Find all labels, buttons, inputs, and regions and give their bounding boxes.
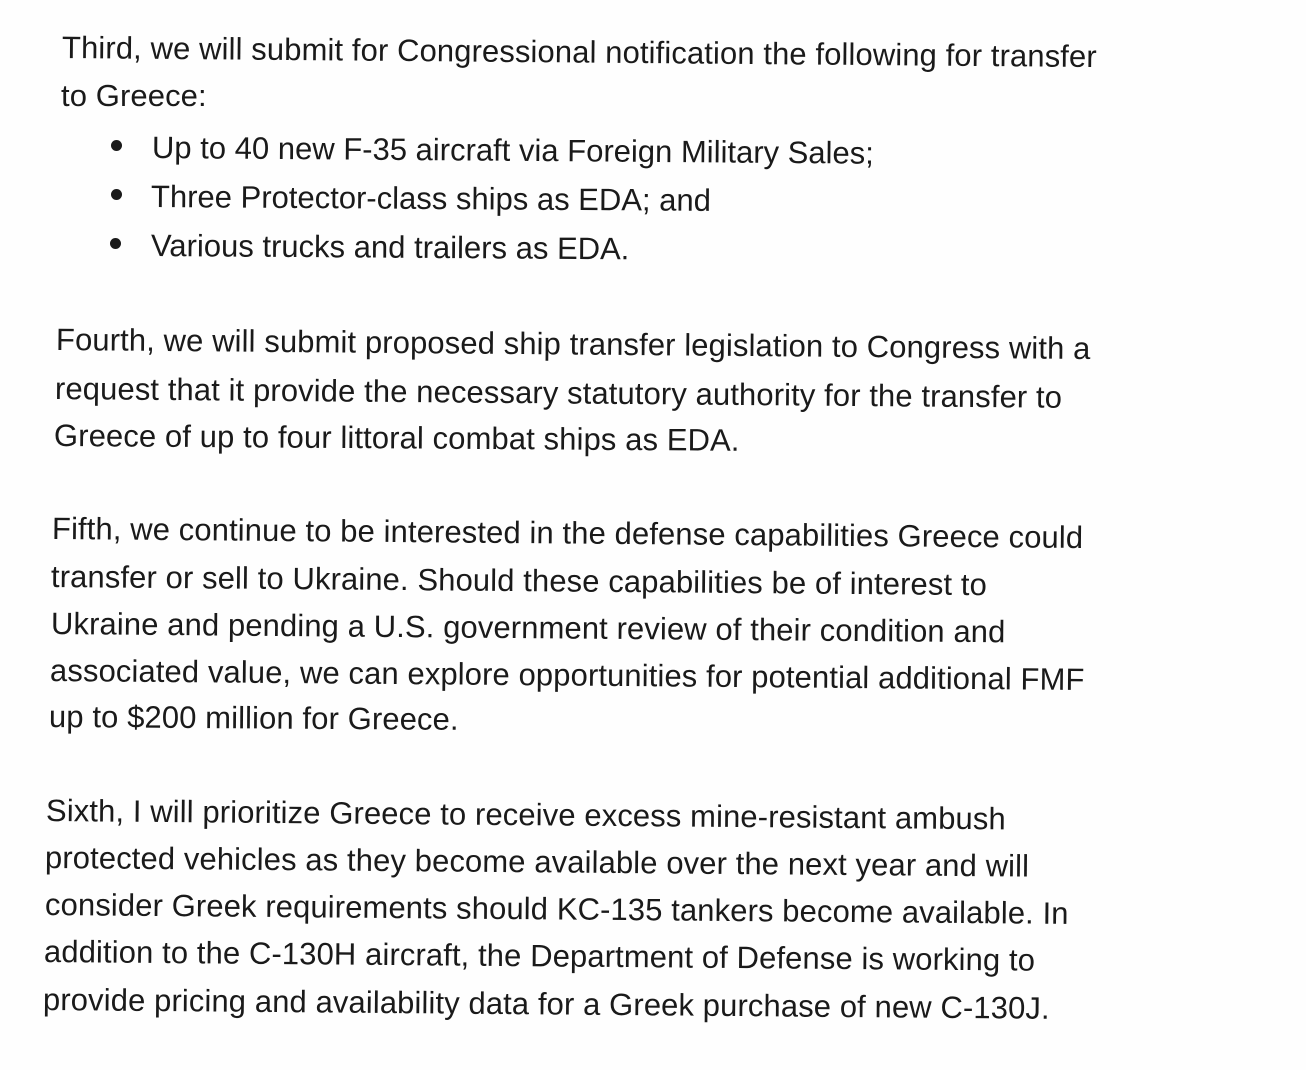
paragraph-line: request that it provide the necessary statutory authority for the transfer to [54,371,1063,415]
list-item: Various trucks and trailers as EDA. [150,228,630,267]
paragraph-line: Fourth, we will submit proposed ship transfer legislation to Congress with a [55,322,1091,367]
paragraph-line: Ukraine and pending a U.S. government review of their condition and [50,606,1006,650]
bullet-icon [111,189,122,200]
paragraph-line: provide pricing and availability data for a Greek purchase of new C-130J. [42,982,1050,1026]
list-item: Three Protector-class ships as EDA; and [150,179,712,218]
list-item: Up to 40 new F-35 aircraft via Foreign Military Sales; [151,130,875,171]
paragraph-line: addition to the C-130H aircraft, the Department of Defense is working to [43,934,1036,978]
paragraph-line: associated value, we can explore opportunities for potential additional FMF [49,653,1085,698]
paragraph-line: consider Greek requirements should KC-135 tankers become available. In [44,887,1069,931]
paragraph-line: Greece of up to four littoral combat ships as EDA. [53,418,740,458]
paragraph-line: Fifth, we continue to be interested in the defense capabilities Greece could [51,511,1084,555]
paragraph-line: Third, we will submit for Congressional notification the following for transfer [61,30,1097,75]
paragraph-line: transfer or sell to Ukraine. Should these capabilities be of interest to [50,559,988,603]
paragraph-line: up to $200 million for Greece. [48,699,459,737]
bullet-icon [110,238,121,249]
bullet-icon [111,140,122,151]
paragraph-line: protected vehicles as they become available over the next year and will [44,840,1030,884]
paragraph-line: Sixth, I will prioritize Greece to receive excess mine-resistant ambush [45,793,1006,837]
paragraph-line: to Greece: [61,78,207,113]
